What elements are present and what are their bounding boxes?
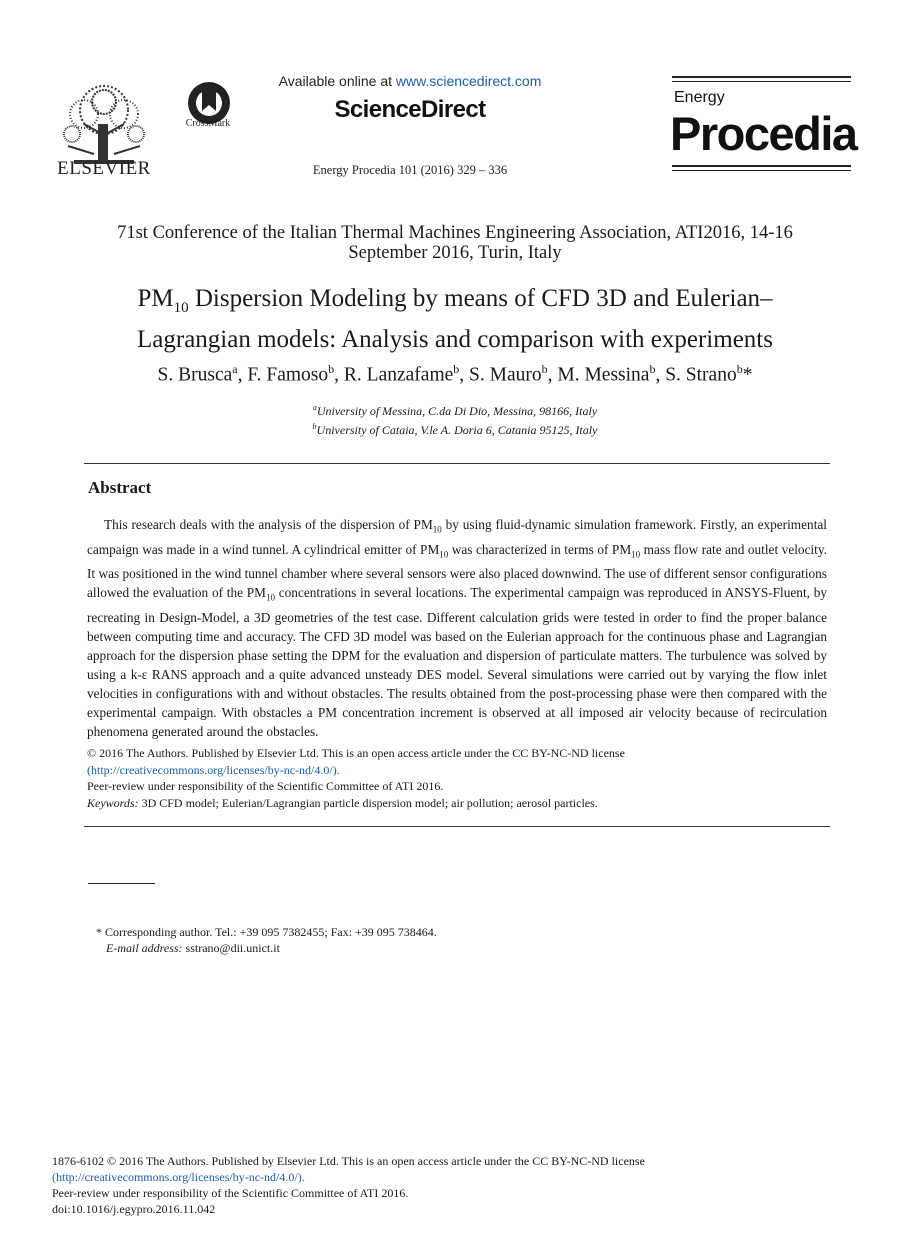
author-separator: ,	[655, 364, 666, 386]
abstract-seg: mass flow rate and outlet velocity. It was positioned in the wind tunnel chamber where several sensors were also placed downwind. The use of different sensor configurations allowed the evaluation of the PM	[87, 541, 827, 601]
footer-license-link[interactable]: (http://creativecommons.org/licenses/by-nc-nd/4.0/).	[52, 1170, 305, 1184]
doi: doi:10.1016/j.egypro.2016.11.042	[52, 1202, 216, 1216]
abstract-text	[87, 515, 827, 741]
license-block	[87, 745, 827, 811]
publisher-name: ELSEVIER	[57, 158, 151, 179]
author-affil-mark: b	[328, 362, 335, 376]
author-list	[60, 362, 850, 387]
page-footer	[52, 1153, 852, 1217]
title-line1: Dispersion Modeling by means of CFD 3D and Eulerian–	[188, 285, 773, 312]
paper-title	[70, 283, 840, 356]
author-name: M. Messina	[557, 364, 650, 386]
keywords: 3D CFD model; Eulerian/Lagrangian particle dispersion model; air pollution; aerosol particles.	[138, 795, 598, 810]
pm-subscript: 10	[265, 592, 275, 603]
abstract-seg: This research deals with the analysis of the dispersion of PM	[104, 517, 433, 532]
footnote	[96, 924, 696, 956]
author-name: S. Brusca	[157, 364, 233, 386]
author-affil-mark: b	[649, 362, 656, 376]
author-affil-mark: b	[453, 362, 460, 376]
footnote-rule	[88, 883, 155, 884]
title-pm: PM	[137, 285, 174, 312]
author-separator: ,	[237, 364, 248, 386]
author-affil-mark: b	[736, 362, 743, 376]
pm-subscript: 10	[631, 549, 641, 560]
available-prefix: Available online at	[278, 73, 396, 89]
abstract-seg: was characterized in terms of PM	[448, 541, 632, 557]
abstract-seg: concentrations in several locations. The experimental campaign was reproduced in ANSYS-Fluent, by recreating in Design-Model, a 3D geometries of the test case. Different calculation grids were tested in order to find the proper balance between computing time and accuracy. The CFD 3D model was based on the Eulerian approach for the continuous phase and Lagrangian approach for the dispersion phase setting the DPM for the evaluation and dispersion of particulate matters. The turbulence was solved by using a k-ε RANS approach and a quite advanced unsteady DES model. Several simulations were carried out by varying the flow inlet velocities in configurations with and without obstacles. The results obtained from the post-processing phase were then compared with the experimental campaign. With obstacles a PM concentration increment is observed at all imposed air velocity because of recirculation phenomena generated around the obstacles.	[87, 585, 827, 739]
journal-name-energy: Energy	[674, 89, 725, 106]
email-label: E-mail address:	[106, 941, 183, 955]
keywords-label: Keywords:	[87, 795, 139, 810]
email-address[interactable]: sstrano@dii.unict.it	[182, 941, 280, 955]
abstract-heading: Abstract	[88, 478, 152, 497]
affiliation-mark: a	[312, 403, 317, 412]
affiliation	[150, 400, 760, 419]
issn-line: 1876-6102 © 2016 The Authors. Published by Elsevier Ltd. This is an open access article under the CC BY-NC-ND license	[52, 1154, 645, 1168]
available-online	[255, 73, 565, 89]
bottom-divider	[84, 826, 830, 827]
author-separator: ,	[334, 364, 344, 386]
top-divider	[84, 463, 830, 464]
journal-reference: Energy Procedia 101 (2016) 329 – 336	[312, 163, 508, 177]
abstract-seg: by using fluid-dynamic simulation framework. Firstly, an experimental campaign was made in a wind tunnel. A cylindrical emitter of PM	[87, 517, 827, 557]
conference-line: 71st Conference of the Italian Thermal Machines Engineering Association, ATI2016, 14-16 September 2016, Turin, Italy	[117, 223, 793, 263]
keywords-line	[87, 795, 827, 812]
corresponding-author: * Corresponding author. Tel.: +39 095 7382455; Fax: +39 095 738464.	[96, 925, 437, 939]
affiliation-text: University of Cataia, V.le A. Doria 6, Catania 95125, Italy	[316, 423, 598, 437]
author-name: S. Mauro	[469, 364, 542, 386]
affiliations	[150, 400, 760, 438]
author-separator: *	[742, 364, 753, 386]
license-line: © 2016 The Authors. Published by Elsevier Ltd. This is an open access article under the CC BY-NC-ND license	[87, 746, 625, 760]
sciencedirect-link[interactable]: www.sciencedirect.com	[395, 73, 542, 89]
pm-subscript: 10	[432, 524, 442, 535]
author-name: R. Lanzafame	[343, 364, 454, 386]
author-name: S. Strano	[665, 364, 737, 386]
affiliation-text: University of Messina, C.da Di Dio, Messina, 98166, Italy	[316, 404, 598, 418]
peer-review-line: Peer-review under responsibility of the Scientific Committee of ATI 2016.	[87, 779, 444, 793]
title-line2: Lagrangian models: Analysis and comparison with experiments	[137, 326, 773, 353]
journal-name-procedia: Procedia	[670, 107, 857, 160]
author-name: F. Famoso	[247, 364, 329, 386]
author-affil-mark: b	[541, 362, 548, 376]
email-line	[96, 940, 696, 956]
license-link[interactable]: (http://creativecommons.org/licenses/by-nc-nd/4.0/).	[87, 762, 340, 777]
pm-subscript: 10	[439, 549, 449, 560]
author-separator: ,	[547, 364, 558, 386]
title-pm-sub: 10	[173, 300, 189, 316]
affiliation	[150, 419, 760, 438]
sciencedirect-logo-text: ScienceDirect	[334, 96, 486, 123]
crossmark-label: CrossMark	[185, 118, 231, 129]
author-separator: ,	[459, 364, 470, 386]
footer-peer-review: Peer-review under responsibility of the Scientific Committee of ATI 2016.	[52, 1186, 409, 1200]
author-affil-mark: a	[232, 362, 238, 376]
affiliation-mark: b	[312, 422, 317, 431]
